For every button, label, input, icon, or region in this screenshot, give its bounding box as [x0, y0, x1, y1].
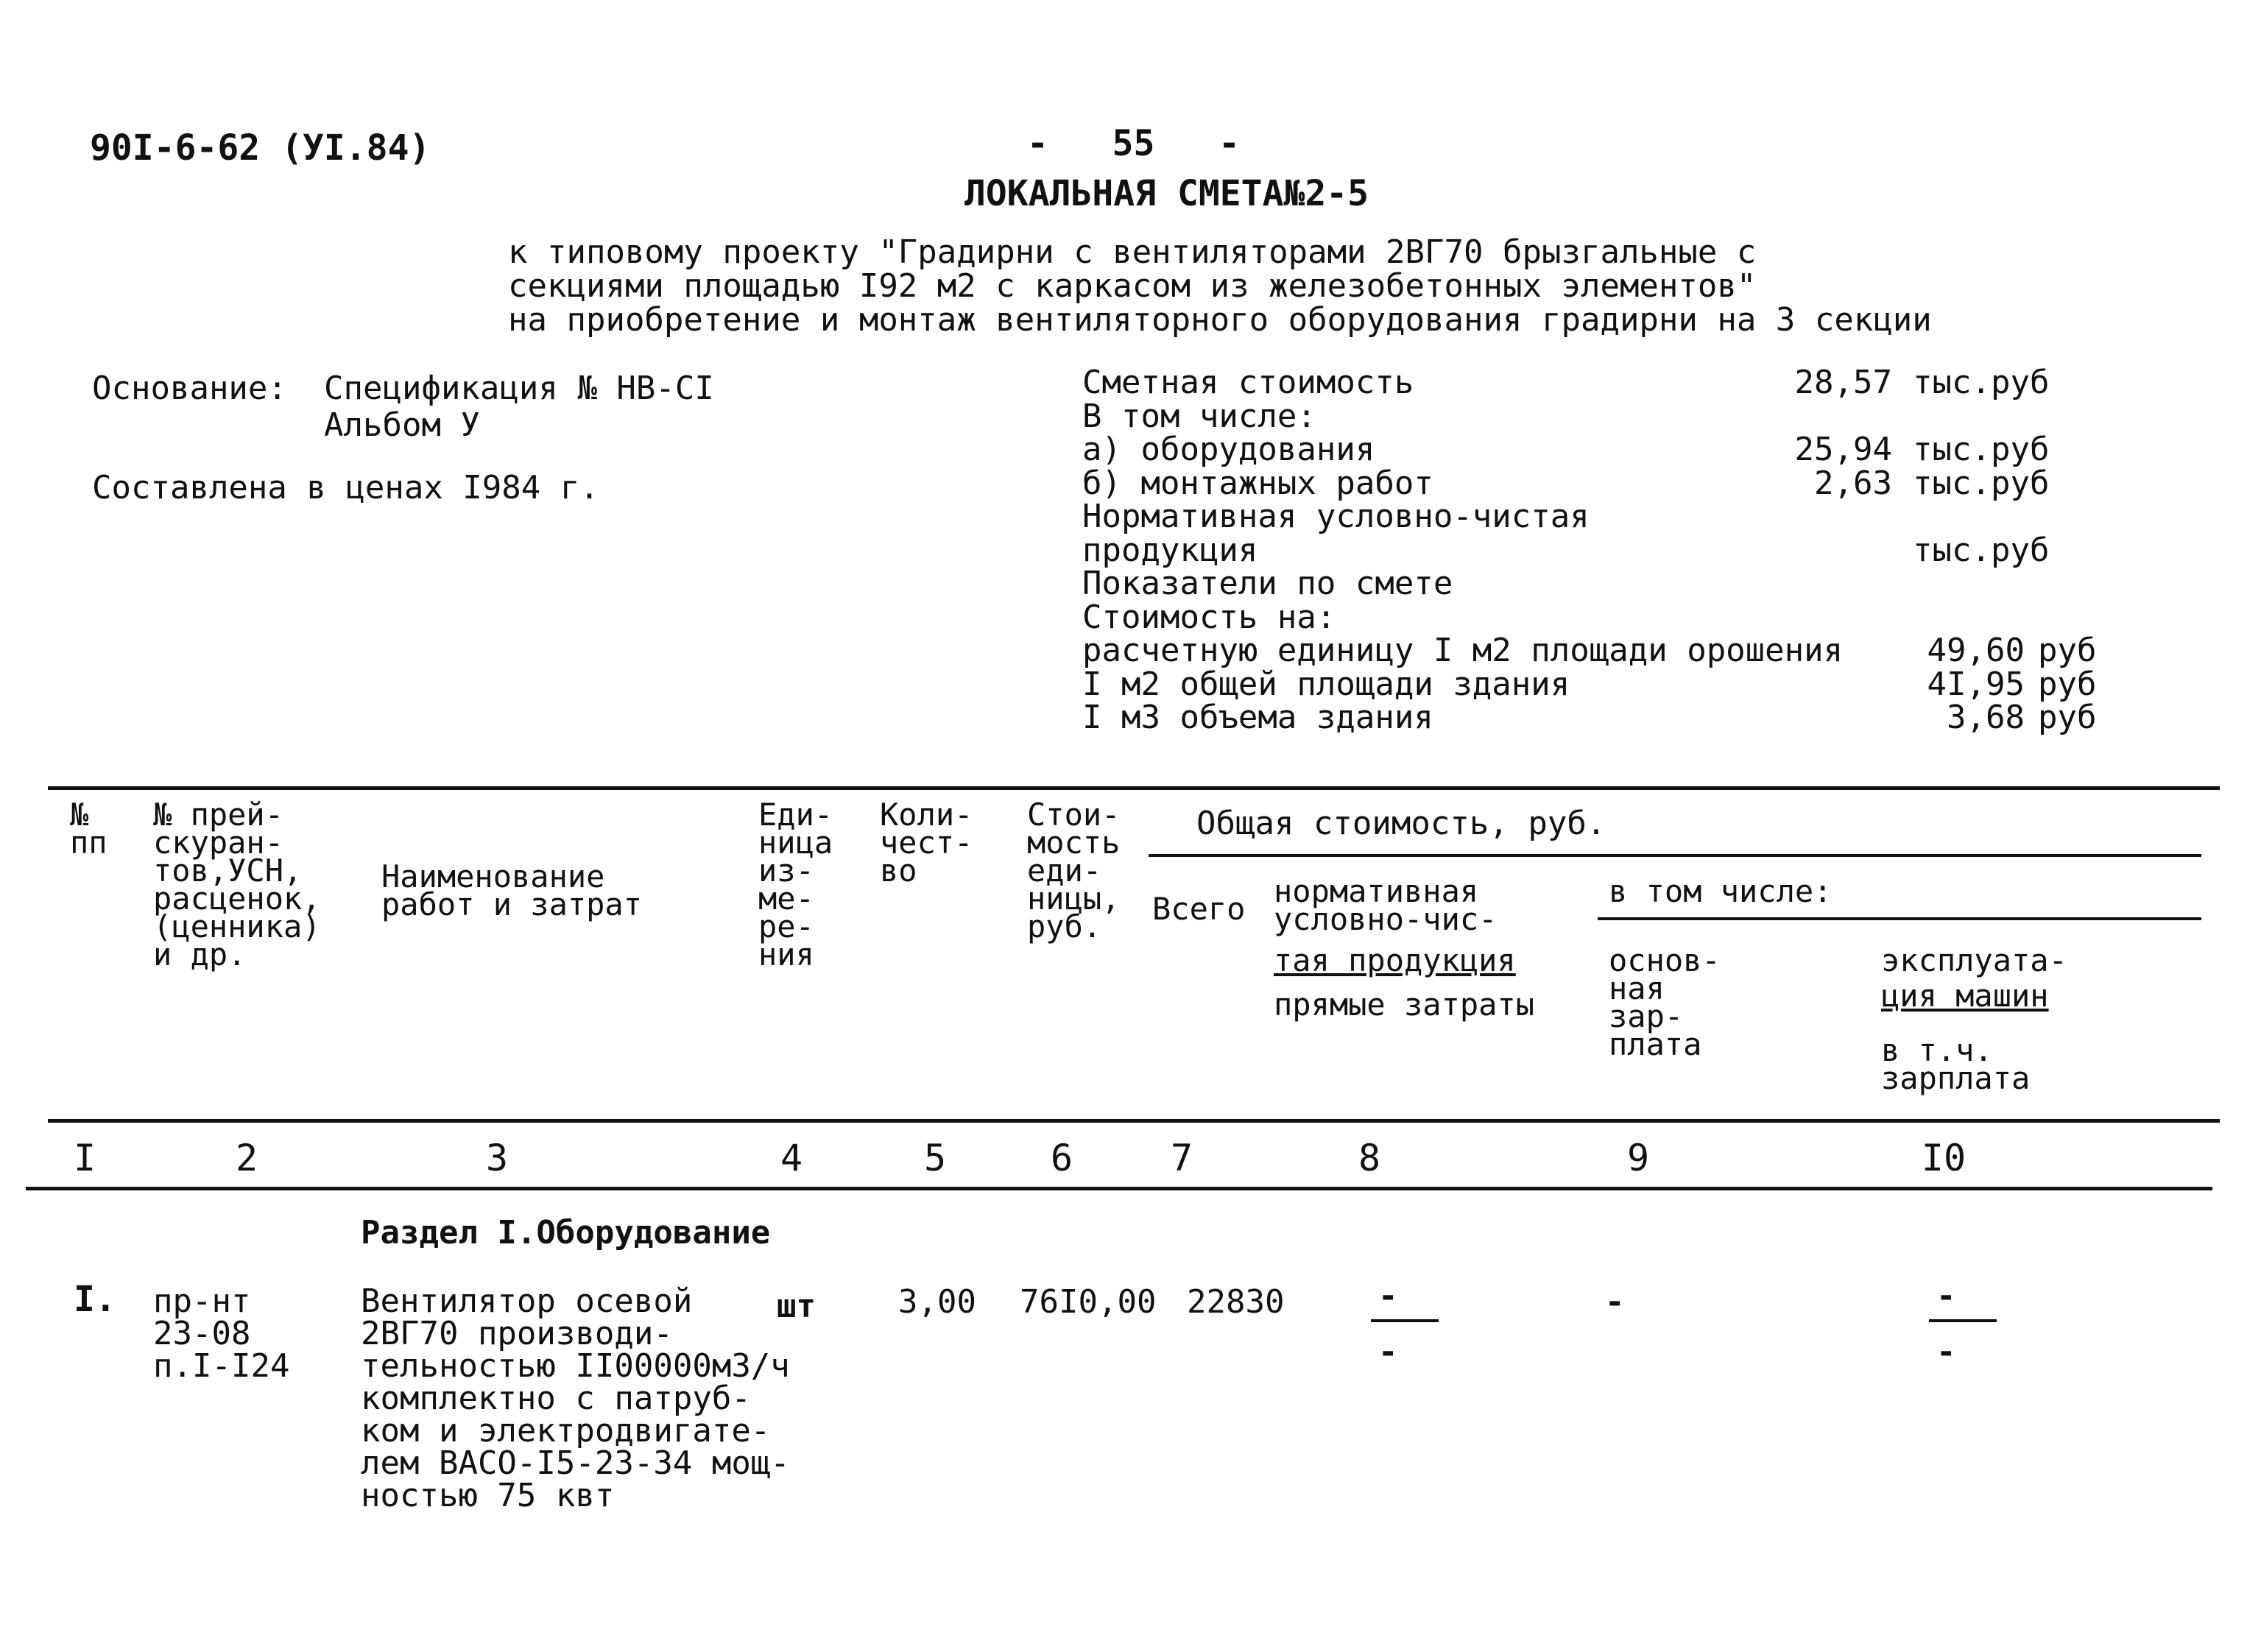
- summary-label: I м2 общей площади здания: [1082, 665, 1570, 703]
- header-machine-operation-2: ция машин: [1881, 978, 2049, 1014]
- column-number-5: 5: [923, 1137, 947, 1179]
- summary-value: 2,63: [1814, 464, 1892, 502]
- row-normative-rule: [1371, 1319, 1439, 1322]
- column-number-9: 9: [1626, 1137, 1650, 1179]
- row-machine-rule: [1929, 1319, 1997, 1322]
- header-quantity: Коли- чест- во: [880, 797, 973, 889]
- summary-label: Сметная стоимость: [1082, 364, 1414, 401]
- summary-unit: тыс.руб: [1913, 364, 2050, 401]
- basis-label: Основание:: [92, 370, 287, 407]
- header-unit: Еди- ница из- ме- ре- ния: [758, 797, 833, 973]
- row-number: I.: [74, 1279, 116, 1320]
- header-machine-operation: эксплуата-: [1881, 942, 2067, 978]
- row-normative-value: -: [1378, 1277, 1398, 1315]
- column-number-6: 6: [1050, 1137, 1073, 1179]
- summary-label: продукция: [1082, 531, 1258, 569]
- summary-label: В том числе:: [1082, 397, 1316, 435]
- column-number-7: 7: [1170, 1137, 1193, 1179]
- incl-rule: [1598, 917, 2201, 920]
- summary-unit: тыс.руб: [1913, 531, 2050, 569]
- summary-value: 4I,95: [1927, 665, 2025, 703]
- summary-label: Показатели по смете: [1082, 565, 1453, 602]
- subtitle-line-1: к типовому проекту "Градирни с вентиляторами 2ВГ70 брызгальные с: [508, 233, 1757, 271]
- summary-unit: руб: [2038, 665, 2097, 703]
- subtitle-line-2: секциями площадью I92 м2 с каркасом из железобетонных элементов": [508, 267, 1757, 305]
- row-direct-costs-value: -: [1378, 1333, 1398, 1371]
- row-price-code: пр-нт 23-08 п.I-I24: [153, 1282, 290, 1385]
- header-work-name: Наименование работ и затрат: [381, 858, 643, 922]
- row-unit-cost: 76I0,00: [1020, 1283, 1157, 1321]
- column-number-10: I0: [1921, 1137, 1967, 1179]
- header-total: Всего: [1152, 891, 1246, 927]
- row-unit: шт: [777, 1288, 816, 1325]
- summary-label: б) монтажных работ: [1082, 464, 1433, 502]
- basis-spec: Спецификация № НВ-СI: [324, 370, 714, 407]
- summary-unit: руб: [2038, 699, 2097, 736]
- section-title: Раздел I.Оборудование: [361, 1214, 771, 1252]
- summary-label: Нормативная условно-чистая: [1082, 498, 1590, 535]
- summary-value: 28,57: [1794, 364, 1892, 401]
- summary-unit: тыс.руб: [1913, 431, 2050, 468]
- header-price-code: № прей- скуран- тов,УСН, расценок, (ценника) и др.: [153, 797, 321, 973]
- header-including: в том числе:: [1609, 873, 1833, 909]
- column-number-2: 2: [235, 1137, 258, 1179]
- col-numbers-rule: [26, 1187, 2212, 1190]
- row-machine-value: -: [1936, 1277, 1956, 1315]
- summary-label: расчетную единицу I м2 площади орошения: [1082, 632, 1844, 669]
- table-top-rule: [48, 786, 2220, 790]
- basis-album: Альбом У: [324, 406, 480, 444]
- row-total: 22830: [1187, 1283, 1285, 1321]
- header-bottom-rule: [48, 1119, 2220, 1123]
- row-work-name: Вентилятор осевой 2ВГ70 производи- тельностью II00000м3/ч комплектно с патруб- ком и электродвигате- лем ВАСО-I5-23-34 мощ- ностью 75 квт: [361, 1282, 790, 1514]
- document-title: ЛОКАЛЬНАЯ СМЕТА№2-5: [964, 173, 1369, 214]
- header-normative: нормативная условно-чис-: [1274, 873, 1498, 937]
- column-number-4: 4: [780, 1137, 803, 1179]
- header-unit-cost: Стои- мость еди- ницы, руб.: [1027, 797, 1121, 945]
- header-total-cost-group: Общая стоимость, руб.: [1196, 805, 1606, 842]
- page-number: - 55 -: [1027, 123, 1240, 164]
- column-number-8: 8: [1358, 1137, 1381, 1179]
- summary-label: а) оборудования: [1082, 431, 1375, 468]
- summary-label: I м3 объема здания: [1082, 699, 1433, 736]
- header-base-salary: основ- ная зар- плата: [1609, 942, 1721, 1062]
- row-quantity: 3,00: [898, 1283, 976, 1321]
- row-base-salary-value: -: [1605, 1283, 1625, 1321]
- group-rule: [1149, 854, 2201, 857]
- column-number-1: I: [73, 1137, 96, 1179]
- header-normative-product: тая продукция: [1274, 942, 1516, 978]
- summary-label: Стоимость на:: [1082, 598, 1336, 636]
- summary-value: 25,94: [1794, 431, 1892, 468]
- summary-unit: руб: [2038, 632, 2097, 669]
- column-number-3: 3: [485, 1137, 509, 1179]
- header-machine-salary: в т.ч. зарплата: [1881, 1032, 2031, 1096]
- document-code: 90I-6-62 (УI.84): [90, 127, 431, 169]
- summary-value: 3,68: [1947, 699, 2025, 736]
- basis-prices: Составлена в ценах I984 г.: [92, 469, 599, 506]
- subtitle-line-3: на приобретение и монтаж вентиляторного оборудования градирни на 3 секции: [508, 301, 1932, 339]
- header-direct-costs: прямые затраты: [1274, 986, 1535, 1023]
- row-machine-salary-value: -: [1936, 1333, 1956, 1371]
- summary-unit: тыс.руб: [1913, 464, 2050, 502]
- header-num: № пп: [70, 797, 107, 861]
- summary-value: 49,60: [1927, 632, 2025, 669]
